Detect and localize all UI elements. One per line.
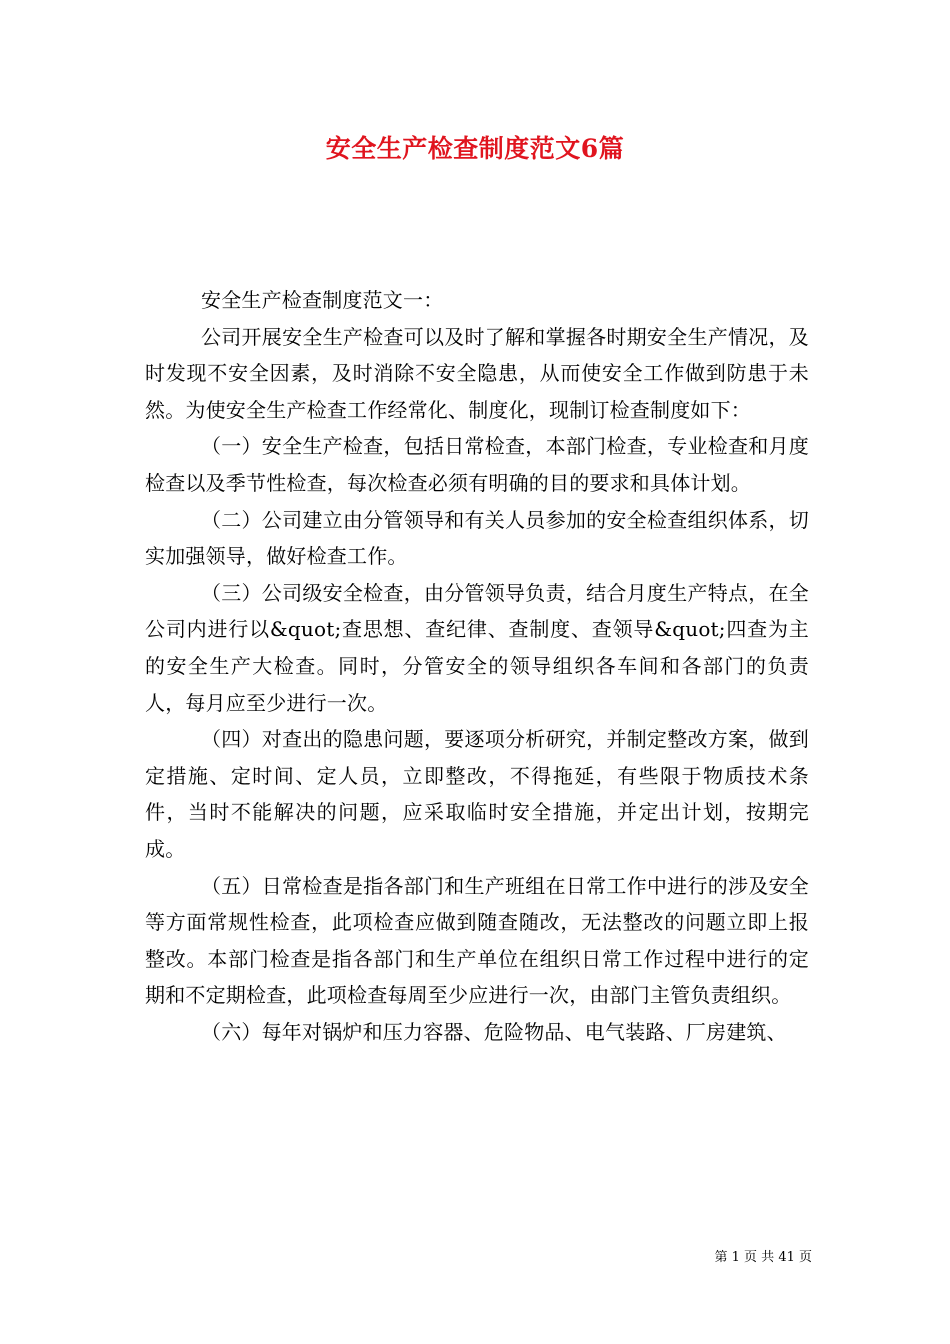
- paragraph-intro: 公司开展安全生产检查可以及时了解和掌握各时期安全生产情况，及时发现不安全因素，及时消除不安全隐患，从而使安全工作做到防患于未然。为使安全生产检查工作经常化、制度化，现制订检查制度如下：: [145, 324, 809, 422]
- document-title: 安全生产检查制度范文6篇: [325, 134, 625, 163]
- paragraph-section-heading: 安全生产检查制度范文一：: [201, 288, 444, 312]
- paragraph-item-4: （四）对查出的隐患问题，要逐项分析研究，并制定整改方案，做到定措施、定时间、定人员，立即整改，不得拖延，有些限于物质技术条件，当时不能解决的问题，应采取临时安全措施，并定出计划，按期完成。: [145, 727, 809, 861]
- paragraph-item-5: （五）日常检查是指各部门和生产班组在日常工作中进行的涉及安全等方面常规性检查，此项检查应做到随查随改，无法整改的问题立即上报整改。本部门检查是指各部门和生产单位在组织日常工作过程中进行的定期和不定期检查，此项检查每周至少应进行一次，由部门主管负责组织。: [145, 873, 809, 1008]
- page-number-footer: 第 1 页 共 41 页: [714, 1250, 812, 1265]
- paragraph-item-3: （三）公司级安全检查，由分管领导负责，结合月度生产特点，在全公司内进行以&quot;查思想、查纪律、查制度、查领导&quot;四查为主的安全生产大检查。同时，分管安全的领导组织各车间和各部门的负责人，每月应至少进行一次。: [145, 580, 809, 715]
- paragraph-item-6: （六）每年对锅炉和压力容器、危险物品、电气装路、厂房建筑、: [201, 1019, 787, 1044]
- paragraph-item-2: （二）公司建立由分管领导和有关人员参加的安全检查组织体系，切实加强领导，做好检查工作。: [145, 507, 809, 569]
- document-body: [145, 282, 809, 1050]
- paragraph-item-1: （一）安全生产检查，包括日常检查，本部门检查，专业检查和月度检查以及季节性检查，每次检查必须有明确的目的要求和具体计划。: [145, 434, 809, 495]
